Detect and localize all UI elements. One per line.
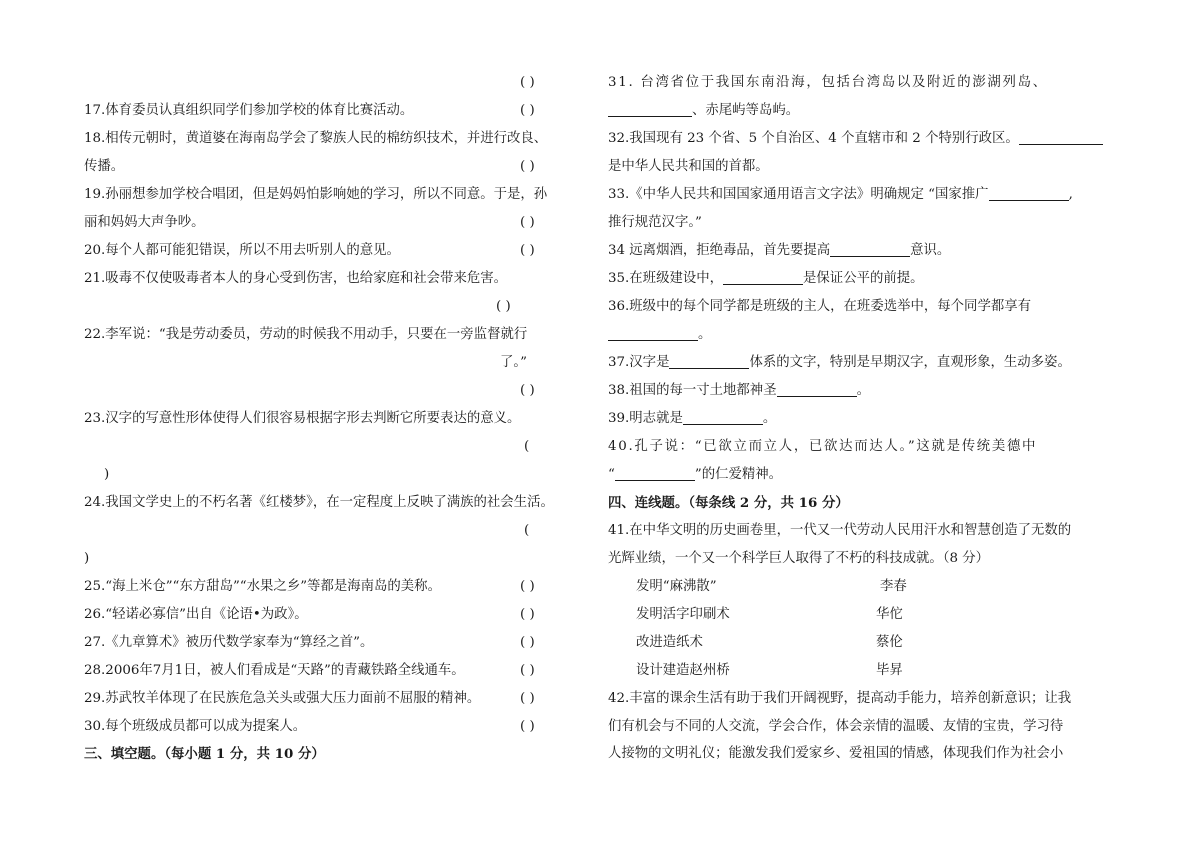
- question-text: 37.汉字是: [608, 355, 670, 370]
- question-text: 38.祖国的每一寸土地都神圣: [608, 383, 777, 398]
- punctuation: “: [608, 467, 615, 482]
- question-text: 34 远离烟酒，拒绝毒品，首先要提高: [608, 243, 831, 258]
- question-34: [608, 238, 1088, 264]
- answer-paren: ( ): [520, 159, 535, 174]
- fill-blank[interactable]: [777, 381, 857, 397]
- question-19-line1: 19.孙丽想参加学校合唱团，但是妈妈怕影响她的学习，所以不同意。于是，孙: [84, 187, 548, 202]
- question-18-line2: 传播。: [84, 159, 125, 174]
- question-31-line2: [608, 98, 1088, 124]
- fill-blank[interactable]: [989, 185, 1069, 201]
- question-42-line2: 们有机会与不同的人交流，学会合作，体会亲情的温暖、友情的宝贵，学习待: [608, 719, 1064, 734]
- match-right-item[interactable]: 华佗: [876, 607, 903, 622]
- match-right-item[interactable]: 蔡伦: [876, 635, 903, 650]
- answer-paren-open: (: [524, 523, 530, 538]
- match-left-item[interactable]: 设计建造赵州桥: [636, 663, 730, 678]
- question-22-line1: 22.李军说：“我是劳动委员，劳动的时候我不用动手，只要在一旁监督就行: [84, 327, 528, 342]
- question-text: 33.《中华人民共和国国家通用语言文字法》明确规定 “国家推广: [608, 187, 989, 202]
- question-38: [608, 378, 1088, 404]
- question-19-line2: 丽和妈妈大声争吵。: [84, 215, 205, 230]
- question-33-line2: 推行规范汉字。”: [608, 215, 702, 230]
- question-text: 39.明志就是: [608, 411, 683, 426]
- match-left-item[interactable]: 改进造纸术: [636, 635, 703, 650]
- question-17: [84, 98, 554, 124]
- question-text: 32.我国现有 23 个省、5 个自治区、4 个直辖市和 2 个特别行政区。: [608, 131, 1019, 146]
- fill-blank[interactable]: [615, 465, 695, 481]
- answer-paren: ( ): [496, 299, 511, 314]
- answer-paren: ( ): [520, 635, 535, 650]
- question-32-line2: 是中华人民共和国的首都。: [608, 159, 769, 174]
- question-20: 20.每个人都可能犯错误，所以不用去听别人的意见。: [84, 243, 400, 258]
- answer-paren: ( ): [520, 215, 535, 230]
- question-39: [608, 406, 1088, 432]
- answer-paren: ( ): [520, 719, 535, 734]
- question-text: 35.在班级建设中，: [608, 271, 724, 286]
- answer-paren: ( ): [520, 75, 535, 90]
- match-right-item[interactable]: 毕昇: [876, 663, 903, 678]
- fill-blank[interactable]: [830, 241, 910, 257]
- question-31-line1: 31. 台湾省位于我国东南沿海，包括台湾岛以及附近的澎湖列岛、: [608, 75, 1048, 90]
- question-18-line1: 18.相传元朝时，黄道婆在海南岛学会了黎族人民的棉纺织技术，并进行改良、: [84, 131, 548, 146]
- question-41-line1: 41.在中华文明的历史画卷里，一代又一代劳动人民用汗水和智慧创造了无数的: [608, 523, 1072, 538]
- section-4-heading: 四、连线题。（每条线 2 分，共 16 分）: [608, 495, 849, 511]
- answer-paren: ( ): [520, 383, 535, 398]
- question-32-line1: [608, 126, 1088, 152]
- fill-blank[interactable]: [608, 101, 692, 117]
- question-27: 27.《九章算术》被历代数学家奉为“算经之首”。: [84, 635, 374, 650]
- question-42-line1: 42.丰富的课余生活有助于我们开阔视野，提高动手能力，培养创新意识；让我: [608, 691, 1072, 706]
- question-42-line3: 人接物的文明礼仪；能激发我们爱家乡、爱祖国的情感，体现我们作为社会小: [608, 746, 1064, 761]
- answer-paren: ( ): [520, 607, 535, 622]
- question-text: 。: [762, 411, 777, 426]
- question-21: 21.吸毒不仅使吸毒者本人的身心受到伤害，也给家庭和社会带来危害。: [84, 271, 508, 286]
- question-text: 、赤尾屿等岛屿。: [692, 103, 800, 118]
- answer-paren: ( ): [520, 243, 535, 258]
- answer-paren: ( ): [520, 103, 535, 118]
- match-left-item[interactable]: 发明“麻沸散”: [636, 579, 717, 594]
- question-23: 23.汉字的写意性形体使得人们很容易根据字形去判断它所要表达的意义。: [84, 411, 521, 426]
- question-33-line1: [608, 182, 1088, 208]
- section-3-heading: 三、填空题。（每小题 1 分，共 10 分）: [84, 746, 325, 762]
- fill-blank[interactable]: [723, 269, 803, 285]
- answer-paren-open: (: [524, 439, 530, 454]
- answer-paren: ( ): [520, 663, 535, 678]
- match-left-item[interactable]: 发明活字印刷术: [636, 607, 730, 622]
- question-37: [608, 350, 1088, 376]
- answer-paren-close: ): [84, 551, 90, 566]
- fill-blank[interactable]: [1019, 129, 1103, 145]
- question-22-line2: 了。”: [500, 355, 527, 370]
- question-30: 30.每个班级成员都可以成为提案人。: [84, 719, 307, 734]
- answer-paren: ( ): [520, 579, 535, 594]
- question-26: 26.“轻诺必寡信”出自《论语•为政》。: [84, 607, 308, 622]
- answer-paren-close: ): [104, 467, 110, 482]
- question-text: 意识。: [910, 243, 951, 258]
- question-36-line1: 36.班级中的每个同学都是班级的主人，在班委选举中，每个同学都享有: [608, 299, 1032, 314]
- fill-blank[interactable]: [669, 353, 749, 369]
- question-40-line1: 40.孔子说：“已欲立而立人，已欲达而达人。”这就是传统美德中: [608, 439, 1038, 454]
- question-29: 29.苏武牧羊体现了在民族危急关头或强大压力面前不屈服的精神。: [84, 691, 481, 706]
- fill-blank[interactable]: [683, 409, 763, 425]
- question-35: [608, 266, 1088, 292]
- question-text: 17.体育委员认真组织同学们参加学校的体育比赛活动。: [84, 103, 414, 118]
- question-36-line2: [608, 322, 1088, 348]
- match-right-item[interactable]: 李春: [880, 579, 907, 594]
- question-41-line2: 光辉业绩，一个又一个科学巨人取得了不朽的科技成就。（8 分）: [608, 551, 990, 566]
- question-40-line2: [608, 462, 1088, 488]
- question-text: 是保证公平的前提。: [803, 271, 924, 286]
- fill-blank[interactable]: [608, 325, 698, 341]
- question-text: 体系的文字，特别是早期汉字，直观形象，生动多姿。: [749, 355, 1071, 370]
- question-text: ”的仁爱精神。: [694, 467, 783, 482]
- answer-paren: ( ): [520, 691, 535, 706]
- punctuation: ,: [1068, 187, 1073, 202]
- question-text: 。: [856, 383, 870, 398]
- question-text: 。: [698, 327, 712, 342]
- question-24: 24.我国文学史上的不朽名著《红楼梦》，在一定程度上反映了满族的社会生活。: [84, 495, 554, 510]
- question-25: 25.“海上米仓”“东方甜岛”“水果之乡”等都是海南岛的美称。: [84, 579, 441, 594]
- question-28: 28.2006年7月1日，被人们看成是“天路”的青藏铁路全线通车。: [84, 663, 465, 678]
